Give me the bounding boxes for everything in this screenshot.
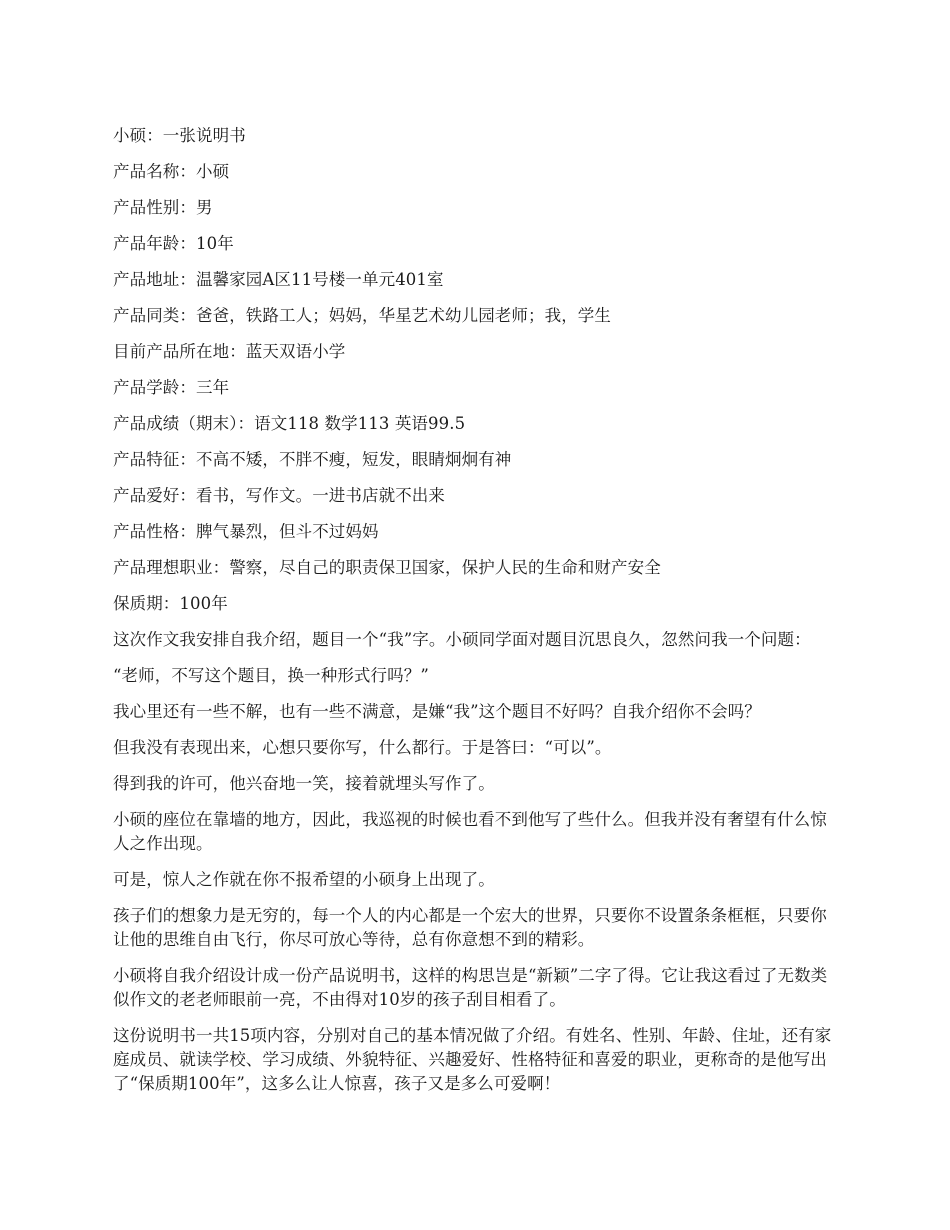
- spec-career: 产品理想职业：警察，尽自己的职责保卫国家，保护人民的生命和财产安全: [113, 558, 661, 577]
- body-paragraph: 孩子们的想象力是无穷的，每一个人的内心都是一个宏大的世界，只要你不设置条条框框，只要你让他的思维自由飞行，你尽可放心等待，总有你意想不到的精彩。: [113, 906, 827, 949]
- spec-family: 产品同类：爸爸，铁路工人；妈妈，华星艺术幼儿园老师；我，学生: [113, 306, 611, 325]
- body-paragraph: 小硕将自我介绍设计成一份产品说明书，这样的构思岂是“新颖”二字了得。它让我这看过了无数类似作文的老老师眼前一亮，不由得对10岁的孩子刮目相看了。: [113, 966, 828, 1009]
- spec-location: 目前产品所在地：蓝天双语小学: [113, 342, 346, 361]
- spec-shelf-life: 保质期：100年: [113, 594, 228, 613]
- body-paragraph: 这次作文我安排自我介绍，题目一个“我”字。小硕同学面对题目沉思良久，忽然问我一个问题：: [113, 630, 811, 649]
- spec-hobbies: 产品爱好：看书，写作文。一进书店就不出来: [113, 486, 445, 505]
- body-paragraph: 这份说明书一共15项内容，分别对自己的基本情况做了介绍。有姓名、性别、年龄、住址，还有家庭成员、就读学校、学习成绩、外貌特征、兴趣爱好、性格特征和喜爱的职业，更称奇的是他写出了“保质期100年”，这多么让人惊喜，孩子又是多么可爱啊！: [113, 1026, 832, 1093]
- spec-name: 产品名称：小硕: [113, 162, 230, 181]
- document-body: [113, 124, 843, 1108]
- spec-age: 产品年龄：10年: [113, 234, 234, 253]
- spec-address: 产品地址：温馨家园A区11号楼一单元401室: [113, 270, 444, 289]
- body-paragraph: 可是，惊人之作就在你不报希望的小硕身上出现了。: [113, 870, 495, 889]
- body-paragraph: 但我没有表现出来，心想只要你写，什么都行。于是答曰：“可以”。: [113, 738, 612, 757]
- spec-grades: 产品成绩（期末）：语文118 数学113 英语99.5: [113, 414, 466, 433]
- body-paragraph: “老师，不写这个题目，换一种形式行吗？”: [113, 666, 429, 685]
- spec-school-age: 产品学龄：三年: [113, 378, 230, 397]
- body-paragraph: 我心里还有一些不解，也有一些不满意，是嫌“我”这个题目不好吗？自我介绍你不会吗？: [113, 702, 761, 721]
- spec-gender: 产品性别：男: [113, 198, 213, 217]
- body-paragraph: 得到我的许可，他兴奋地一笑，接着就埋头写作了。: [113, 774, 495, 793]
- spec-personality: 产品性格：脾气暴烈，但斗不过妈妈: [113, 522, 379, 541]
- body-paragraph: 小硕的座位在靠墙的地方，因此，我巡视的时候也看不到他写了些什么。但我并没有奢望有什么惊人之作出现。: [113, 810, 827, 853]
- spec-features: 产品特征：不高不矮，不胖不瘦，短发，眼睛炯炯有神: [113, 450, 512, 469]
- document-title: 小硕：一张说明书: [113, 126, 246, 145]
